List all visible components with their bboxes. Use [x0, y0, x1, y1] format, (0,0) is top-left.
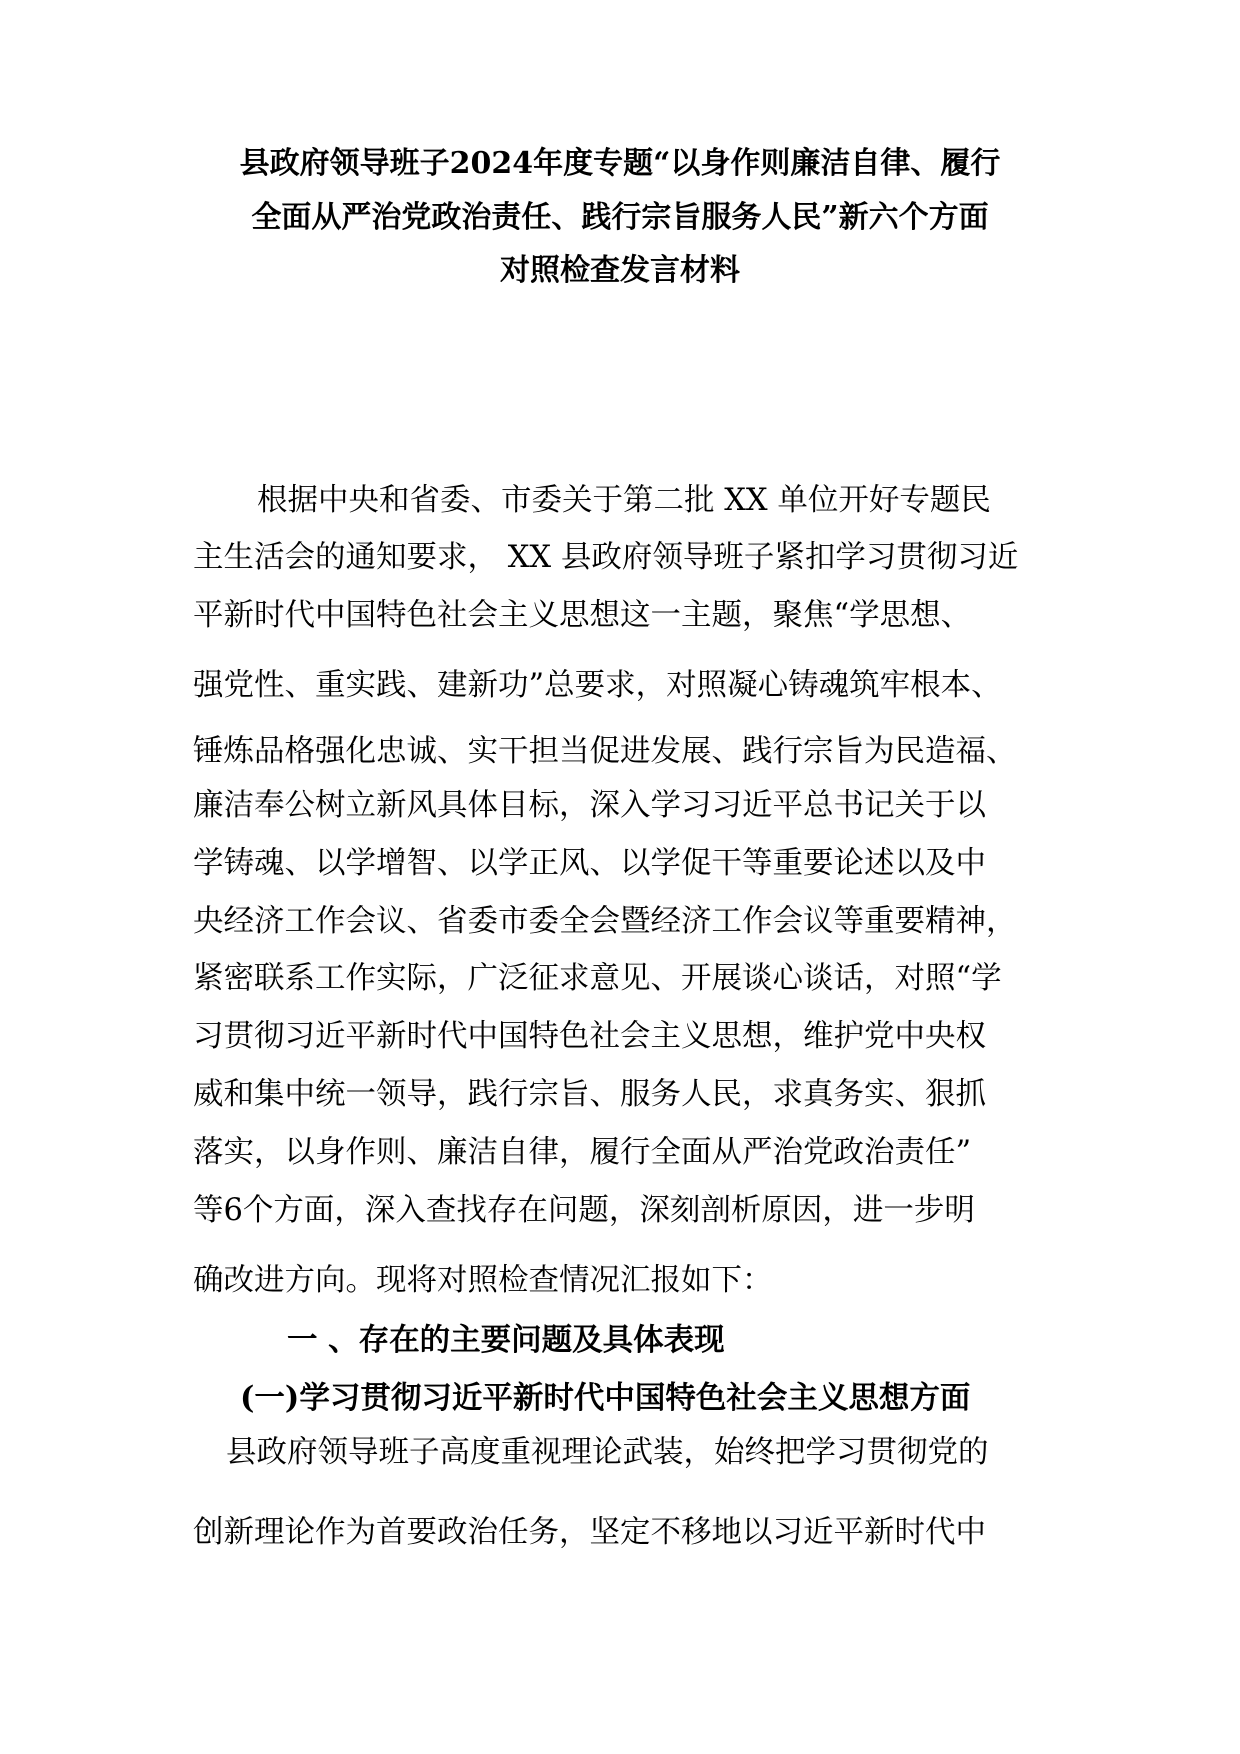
subsection-heading: (一)学习贯彻习近平新时代中国特色社会主义思想方面 [240, 1380, 971, 1416]
paragraph-2-line: 县政府领导班子高度重视理论武装，始终把学习贯彻党的 [226, 1435, 989, 1470]
paragraph-1-line: 习贯彻习近平新时代中国特色社会主义思想，维护党中央权 [193, 1019, 986, 1054]
paragraph-1-line: 廉洁奉公树立新风具体目标，深入学习习近平总书记关于以 [193, 788, 986, 823]
paragraph-1-line: 落实，以身作则、廉洁自律，履行全面从严治党政治责任” [193, 1135, 972, 1170]
paragraph-1-line: 威和集中统一领导，践行宗旨、服务人民，求真务实、狠抓 [193, 1077, 986, 1112]
section-heading: 一 、存在的主要问题及具体表现 [287, 1322, 725, 1358]
paragraph-1-line: 确改进方向。现将对照检查情况汇报如下： [193, 1263, 773, 1298]
document-title-line-2: 全面从严治党政治责任、践行宗旨服务人民”新六个方面 [251, 200, 989, 235]
paragraph-1-line: 锤炼品格强化忠诚、实干担当促进发展、践行宗旨为民造福、 [193, 734, 1017, 769]
paragraph-2-line: 创新理论作为首要政治任务，坚定不移地以习近平新时代中 [193, 1515, 986, 1550]
paragraph-1-line: 主生活会的通知要求， XX 县政府领导班子紧扣学习贯彻习近 [193, 540, 1019, 575]
paragraph-1-line: 等6个方面，深入查找存在问题，深刻剖析原因，进一步明 [193, 1193, 975, 1228]
paragraph-1-line: 平新时代中国特色社会主义思想这一主题，聚焦“学思想、 [193, 598, 972, 633]
paragraph-1-line: 根据中央和省委、市委关于第二批 XX 单位开好专题民 [257, 483, 991, 518]
paragraph-1-line: 强党性、重实践、建新功”总要求，对照凝心铸魂筑牢根本、 [193, 668, 1002, 703]
paragraph-1-line: 学铸魂、以学增智、以学正风、以学促干等重要论述以及中 [193, 846, 986, 881]
document-title-line-1: 县政府领导班子2024年度专题“以身作则廉洁自律、履行 [239, 146, 1001, 181]
paragraph-1-line: 央经济工作会议、省委市委全会暨经济工作会议等重要精神， [193, 904, 1017, 939]
paragraph-1-line: 紧密联系工作实际，广泛征求意见、开展谈心谈话，对照“学 [193, 961, 1002, 996]
document-title-line-3: 对照检查发言材料 [500, 253, 740, 288]
